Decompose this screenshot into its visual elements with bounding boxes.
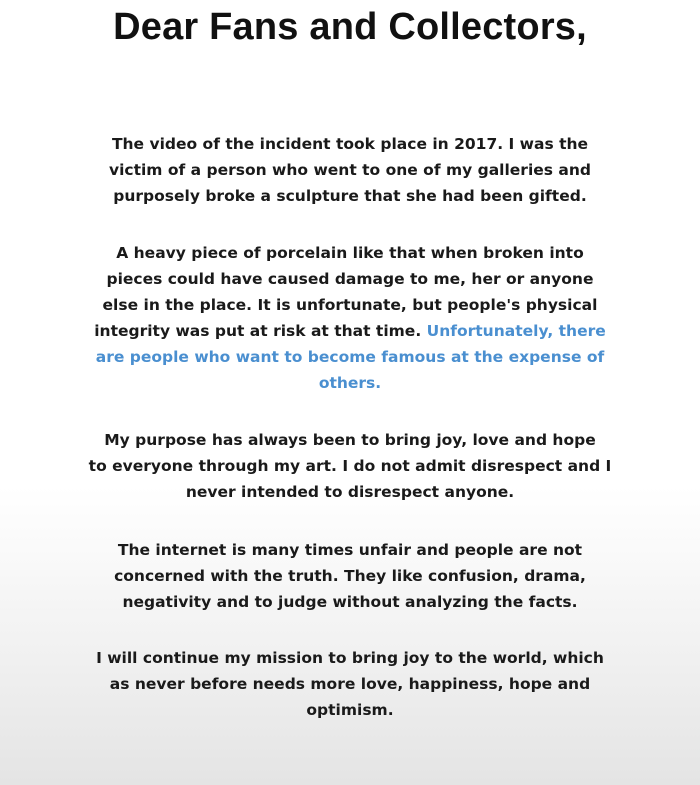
highlighted-line: are people who want to become famous at the expense of (95, 348, 605, 366)
text-line: I will continue my mission to bring joy to the world, which (96, 649, 604, 667)
letter-title: Dear Fans and Collectors, (113, 6, 587, 48)
text-line: The video of the incident took place in 2017. I was the (111, 135, 589, 153)
text-line: negativity and to judge without analyzing the facts. (122, 593, 578, 611)
paragraph-mission (30, 645, 670, 723)
highlighted-line: others. (318, 374, 382, 392)
text-line: purposely broke a sculpture that she had been gifted. (113, 187, 587, 205)
text-line: else in the place. It is unfortunate, but people's physical (102, 296, 598, 314)
paragraph-purpose (30, 427, 670, 505)
paragraph-porcelain (30, 240, 670, 396)
text-line: optimism. (306, 701, 394, 719)
text-line: to everyone through my art. I do not admit disrespect and I (88, 457, 612, 475)
text-line-mixed (30, 318, 670, 344)
text-line: The internet is many times unfair and people are not (117, 541, 583, 559)
text-line: pieces could have caused damage to me, her or anyone (106, 270, 594, 288)
text-line: victim of a person who went to one of my galleries and (108, 161, 591, 179)
text-line: as never before needs more love, happiness, hope and (109, 675, 591, 693)
text-line: concerned with the truth. They like confusion, drama, (114, 567, 586, 585)
paragraph-internet (30, 537, 670, 615)
text-segment: integrity was put at risk at that time. (94, 322, 427, 340)
text-line: A heavy piece of porcelain like that when broken into (116, 244, 584, 262)
text-line: My purpose has always been to bring joy, love and hope (104, 431, 596, 449)
highlighted-text: Unfortunately, there (426, 322, 606, 340)
text-line: never intended to disrespect anyone. (185, 483, 515, 501)
paragraph-incident (30, 131, 670, 209)
